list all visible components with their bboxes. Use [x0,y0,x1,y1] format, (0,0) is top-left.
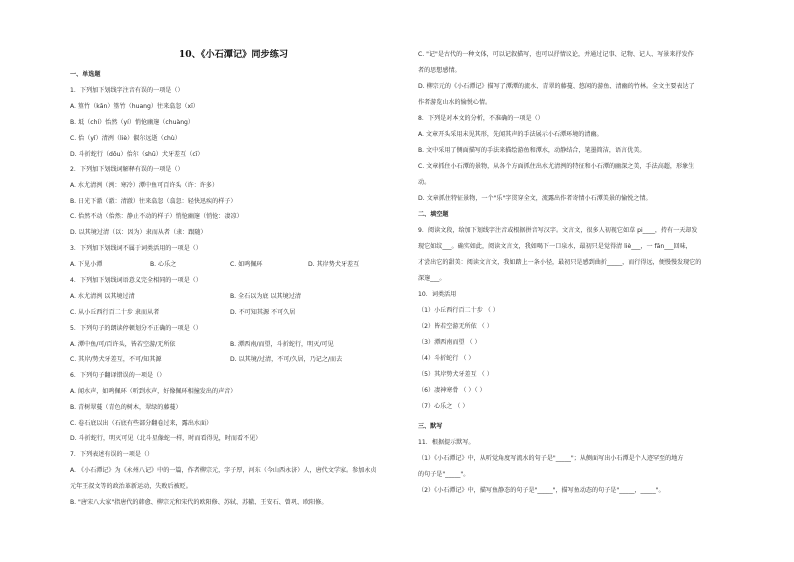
q1-stem: 1．下列加下划线字注音有误的一项是（） [70,87,184,94]
q3-option-d: D. 其岸势犬牙差互 [308,261,360,268]
q3-option-c: C. 如鸣佩环 [230,261,263,268]
q1-option-c: C. 佁（yǐ）清洌（liè）俶尔远逝（chù） [70,135,181,142]
q1-option-a: A. 篁竹（kān）篁竹（huang）往来翕忽（xī） [70,103,199,110]
q7-option-a-line1: A. 《小石潭记》为《永州八记》中的一篇，作者柳宗元，字子厚，河东（今山西永济）人，唐代文学家。参加永贞 [70,467,377,474]
q8-option-a: A. 文章开头采用未见其形，先闻其声的手法展示小石潭环境的清幽。 [418,131,603,138]
q6-stem: 6．下列句子翻译错误的一项是（） [70,372,166,379]
q7-option-a-line2: 元年王叔文等的政治革新运动，失败后被贬。 [70,483,192,490]
q3-option-a: A. 下见小潭 [70,261,103,268]
q5-option-b: B. 潭西南/而望，斗折蛇行，明灭/可见 [230,341,334,348]
q9-line2: 现它如纹___。确实如此，阅读文言文，我如喝下一口泉水，最初只是觉得清 liè___，一 fān___回味， [418,243,692,250]
q3-stem: 3．下列加下划线词不属于词类活用的一项是（） [70,245,202,252]
q6-option-d: D. 斗折蛇行，明灭可见（北斗星像蛇一样，时而看得见，时而看不见） [70,435,262,442]
q8-option-c-line2: 动。 [418,179,431,186]
q11-line3: （2）《小石潭记》中，描写鱼静态的句子是"_____"，描写鱼动态的句子是"_____，_____"。 [418,487,665,494]
q2-option-a: A. 水尤清洌（洌：寒冷）潭中鱼可百许头（许：许多） [70,182,219,189]
q7-option-d-line1: D. 柳宗元的《小石潭记》描写了潭潭的流水、青翠的藤蔓、悠闲的游鱼、清幽的竹林。全文主要表达了 [418,83,695,90]
q5-stem: 5．下列句子的朗读停顿划分不正确的一项是（） [70,325,202,332]
q10-item-5: （5）其岸势犬牙差互 （ ） [418,371,493,378]
q3-option-b: B. 心乐之 [150,261,177,268]
q10-item-4: （4）斗折蛇行 （ ） [418,355,475,362]
section-fill-blank: 二、填空题 [418,211,449,218]
q7-option-b: B. "唐宋八大家"指唐代的韩愈、柳宗元和宋代的欧阳修、苏轼、苏辙、王安石、曾巩、欧阳修。 [70,499,328,506]
q7-option-c-line1: C. "记"是古代的一种文体，可以记叙描写，也可以抒情议论，并通过记事、记物、记人、写景来抒发作 [418,51,694,58]
q9-line3: 才尝出它的甜美：阅读文言文，我如踏上一条小径，最初只是感到曲折_____，而行得远，便慢慢发现它的 [418,259,702,266]
q8-option-b: B. 文中采用了侧面描写的手法来描绘游鱼和潭水，动静结合，笔墨简洁，语言优美。 [418,147,646,154]
q4-stem: 4．下列加下划线词语意义完全相同的一项是（） [70,277,202,284]
q10-item-1: （1）小丘西行百二十步 （ ） [418,307,499,314]
q6-option-b: B. 青树翠蔓（青色的树木，翠绿的藤蔓） [70,404,182,411]
q10-item-6: （6）凄神寒骨 （ ）（ ） [418,387,486,394]
q8-option-d: D. 文章抓住特征景物，一个"乐"字贯穿全文，流露出作者寄情小石潭美景的愉悦之情。 [418,195,652,202]
q5-option-c: C. 其岸/势犬牙差互，不可/知其源 [70,356,162,363]
q10-stem: 10．词类活用 [418,291,457,298]
q5-option-d: D. 以其境/过清，不可/久居，乃记之/而去 [230,356,343,363]
q11-stem: 11．根据提示默写。 [418,439,475,446]
q7-option-d-line2: 作者游览山水的愉悦心情。 [418,99,492,106]
q6-option-a: A. 闻水声，如鸣佩环（听到水声，好像佩环相撞发出的声音） [70,388,237,395]
q7-option-c-line2: 者的思想感情。 [418,67,461,74]
q10-item-3: （3）潭西南而望 （ ） [418,339,481,346]
section-dictation: 三、默写 [418,423,443,430]
q6-option-c: C. 卷石底以出（石底有些部分翻卷过来，露出水面） [70,420,213,427]
q11-line2: 的句子是"_____"。 [418,471,470,478]
q8-stem: 8．下列是对本文的分析，不准确的一项是（） [418,115,544,122]
q8-option-c-line1: C. 文章抓住小石潭的景物，从各个方面抓住出水尤清洌的特征和小石潭的幽深之美，手法高超，形象生 [418,163,695,170]
q5-option-a: A. 潭中鱼/可/百许头，皆若空游/无所依 [70,341,176,348]
q7-stem: 7．下列表述有误的一项是（） [70,451,154,458]
q2-option-d: D. 以其境过清（以：因为）隶而从者（隶：跟随） [70,229,207,236]
q9-line1: 9．阅读文段，给加下划线字注音或根据拼音写汉字。文言文，很多人初视它如草 pi____，持有一天却发 [418,227,698,234]
q1-option-d: D. 斗折蛇行（dǒu）佁尔（shū）犬牙差互（cī） [70,151,204,158]
q2-option-c: C. 佁然不动（佁然：静止不动的样子）悄怆幽邃（悄怆：凄凉） [70,213,243,220]
q10-item-2: （2）皆若空游无所依 （ ） [418,323,493,330]
q2-stem: 2．下列加下划线词解释有误的一项是（） [70,166,184,173]
q4-option-c: C. 从小丘西行百二十步 隶而从者 [70,309,160,316]
page-title: 10、《小石潭记》同步练习 [178,49,289,60]
q4-option-d: D. 不可知其源 不可久居 [230,309,296,316]
q4-option-b: B. 全石以为底 以其境过清 [230,293,301,300]
q4-option-a: A. 水尤清洌 以其境过清 [70,293,135,300]
q11-line1: （1）《小石潭记》中，从听觉角度写流水的句子是"_____"；从侧面写出小石潭是个人迹罕至的地方 [418,455,684,462]
q9-line4: 深邃___。 [418,275,446,282]
q2-option-b: B. 日光下澈（澈：清澈）往来翕忽（翕忽：轻快迅疾的样子） [70,198,237,205]
q1-option-b: B. 坻（chí）怡然（yí）悄怆幽邃（chuàng） [70,119,195,126]
q10-item-7: （7）心乐之 （ ） [418,403,469,410]
section-single-choice: 一、单选题 [70,71,101,78]
